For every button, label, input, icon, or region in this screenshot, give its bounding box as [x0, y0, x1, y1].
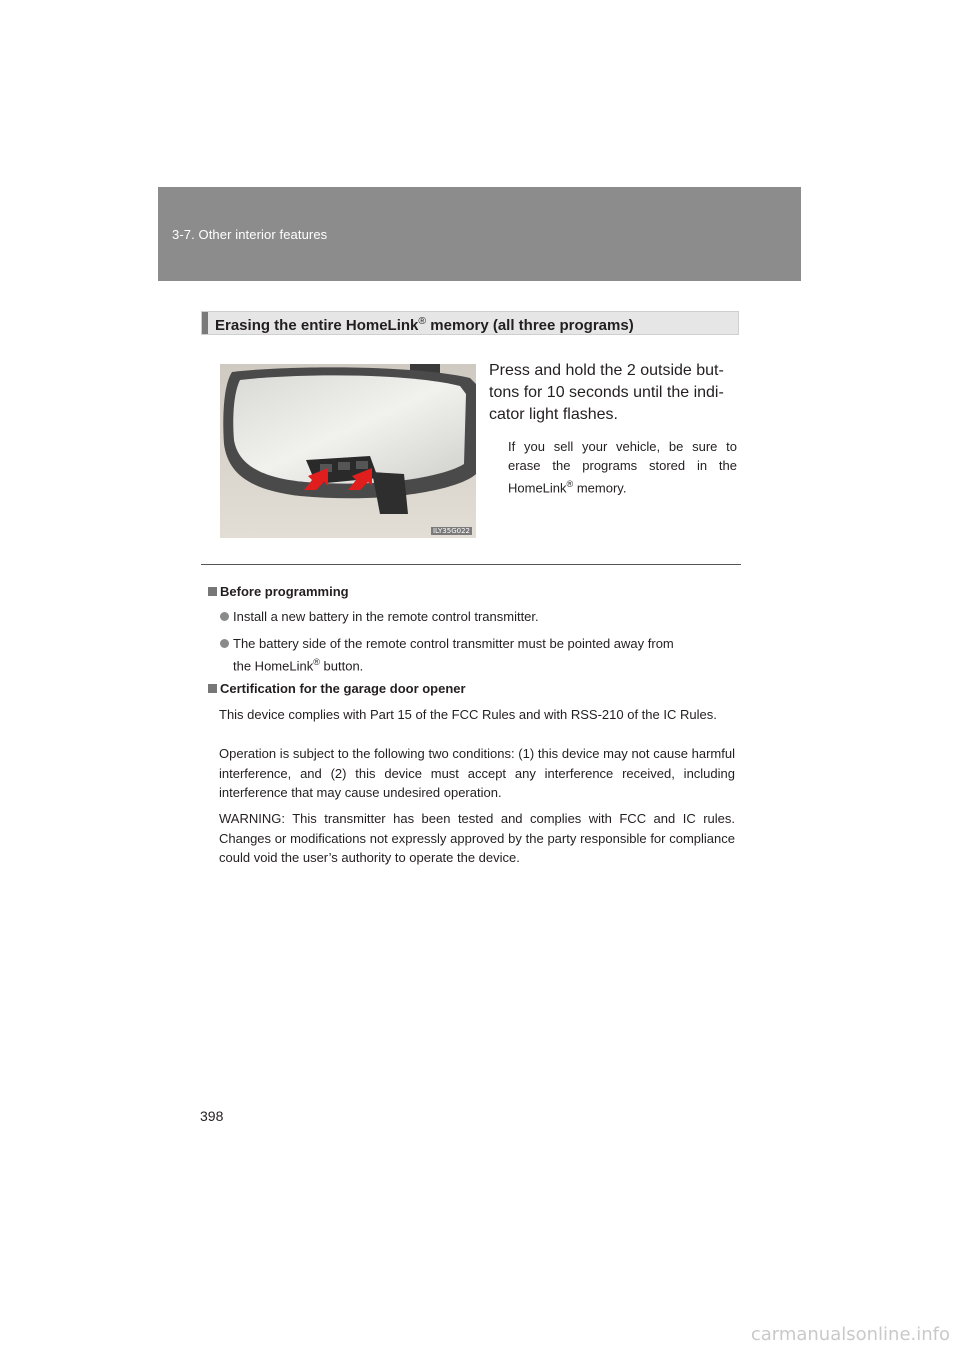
- mirror-drawing: [220, 364, 476, 538]
- topic-heading: Before programming: [208, 584, 349, 599]
- paragraph: WARNING: This transmitter has been tested and complies with FCC and IC rules. Changes or modifications not expressly approved by the party responsible for compliance could void the user’s authority to operate the device.: [219, 811, 735, 865]
- watermark: carmanualsonline.info: [750, 1324, 950, 1345]
- instruction-text: [489, 360, 741, 426]
- circle-bullet-icon: [220, 639, 229, 648]
- instruction-line: tons for 10 seconds until the indi-: [489, 384, 724, 401]
- mirror-illustration: [220, 364, 476, 538]
- list-item: Install a new battery in the remote control transmitter.: [220, 607, 735, 626]
- circle-bullet-icon: [220, 612, 229, 621]
- square-bullet-icon: [208, 684, 217, 693]
- topic-heading: Certification for the garage door opener: [208, 681, 466, 696]
- subsection-bar: [202, 312, 208, 334]
- figure-code: ILY35G022: [432, 527, 470, 535]
- section-title: 3-7. Other interior features: [172, 227, 328, 242]
- paragraph: This device complies with Part 15 of the FCC Rules and with RSS-210 of the IC Rules.: [219, 707, 717, 722]
- note-text: If you sell your vehicle, be sure to erase the programs stored in the HomeLink® memory.: [508, 439, 737, 496]
- header-band: [158, 187, 801, 281]
- subsection-heading: [201, 311, 739, 335]
- instruction-line: Press and hold the 2 outside but-: [489, 362, 724, 379]
- page-number: 398: [200, 1108, 224, 1124]
- section-divider: [201, 564, 741, 565]
- subsection-title: Erasing the entire HomeLink® memory (all three programs): [215, 315, 634, 334]
- instruction-line: cator light flashes.: [489, 406, 618, 423]
- list-item: The battery side of the remote control transmitter must be pointed away from the HomeLink® button.: [220, 634, 735, 675]
- square-bullet-icon: [208, 587, 217, 596]
- paragraph: Operation is subject to the following two conditions: (1) this device may not cause harmful interference, and (2) this device must accept any interference received, including interference that may cause undesired operation.: [219, 746, 735, 800]
